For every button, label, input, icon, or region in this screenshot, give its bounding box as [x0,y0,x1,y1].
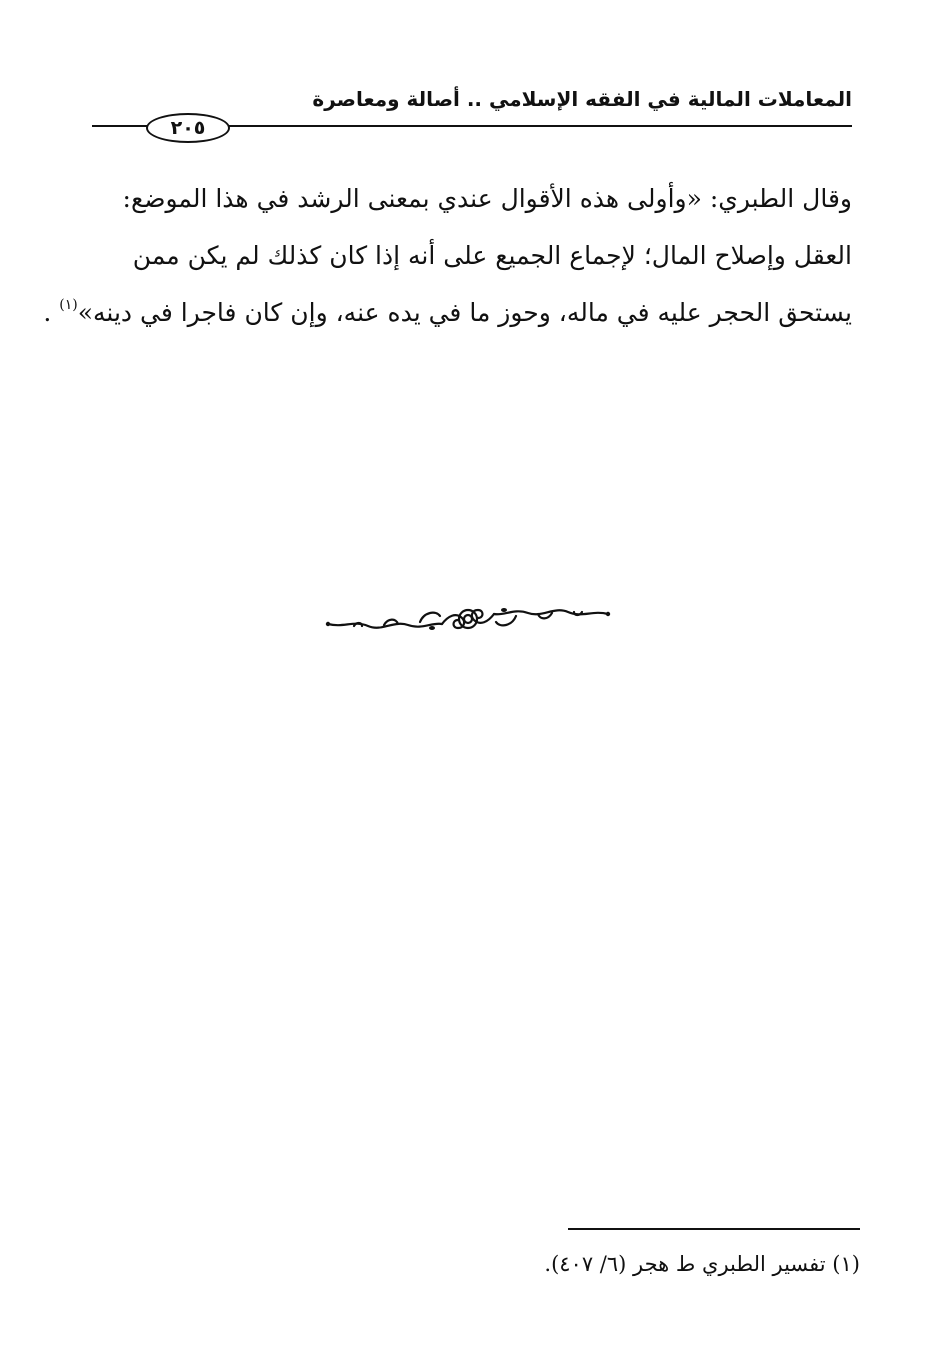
body-end-punct: . [43,298,52,327]
body-line-2: العقل وإصلاح المال؛ لإجماع الجميع على أنه إذا كان كذلك لم يكن ممن [132,241,852,270]
header-title: المعاملات المالية في الفقه الإسلامي .. أصالة ومعاصرة [312,87,852,111]
body-line-3-text: يستحق الحجر عليه في ماله، وحوز ما في يده عنه، وإن كان فاجرا في دينه» [77,298,852,327]
footnote-reference: (١) [59,297,78,313]
page-number: ٢٠٥ [146,113,230,143]
footnote-separator [568,1228,860,1230]
body-line-3 [43,284,852,341]
body-line-1: وقال الطبري: «وأولى هذه الأقوال عندي بمعنى الرشد في هذا الموضع: [122,184,852,213]
body-paragraph [43,170,852,341]
footnote: (١) تفسير الطبري ط هجر (٦/ ٤٠٧). [544,1252,860,1276]
decorative-ornament-icon [324,598,612,640]
